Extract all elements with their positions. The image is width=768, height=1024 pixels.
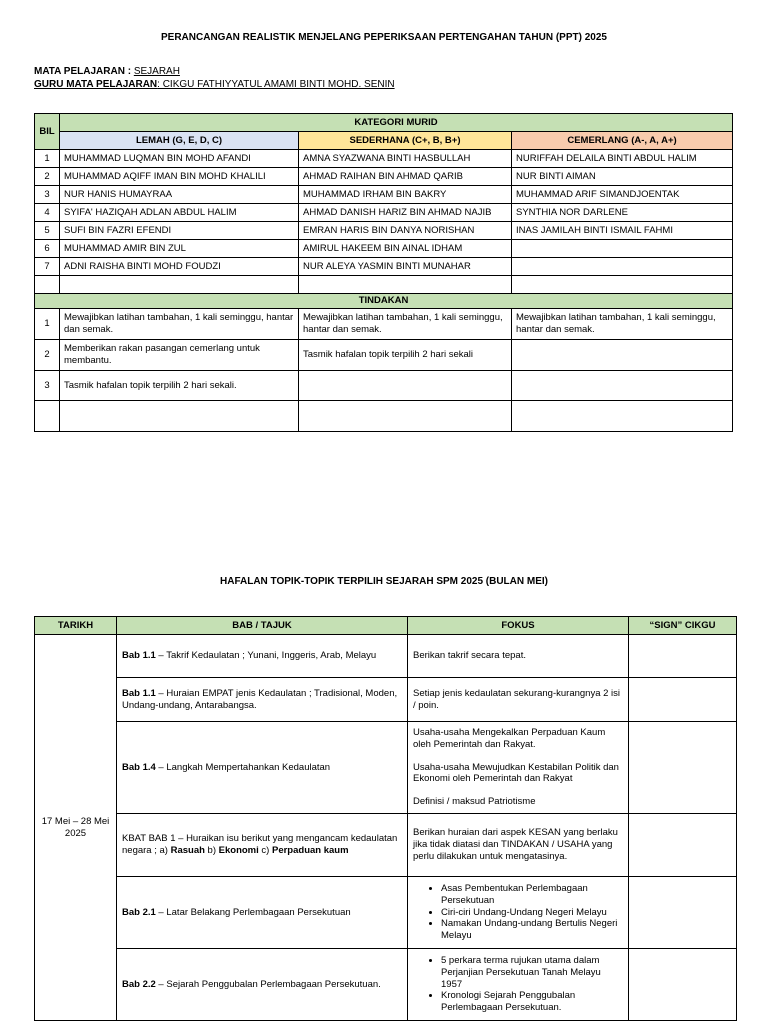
fokus-list [441,955,623,1014]
student-row [35,168,733,186]
sederhana-student: AMNA SYAZWANA BINTI HASBULLAH [299,150,512,168]
lemah-student: MUHAMMAD LUQMAN BIN MOHD AFANDI [60,150,299,168]
student-row [35,150,733,168]
row-number [35,276,60,294]
hafalan-row [35,635,737,678]
bab-cell [117,635,408,678]
kbat-sep: b) [204,845,219,856]
student-row [35,240,733,258]
sederhana-student: AHMAD DANISH HARIZ BIN AHMAD NAJIB [299,204,512,222]
fokus-text: Berikan huraian dari aspek KESAN yang berlaku jika tidak diatasi dan TINDAKAN / USAHA yang perlu dilakukan untuk mengatasinya. [413,827,618,862]
bab-title: – Huraian EMPAT jenis Kedaulatan ; Tradisional, Moden, Undang-undang, Antarabangsa. [122,687,398,711]
subject-value: SEJARAH [133,66,180,77]
sign-cell [629,877,737,949]
action-number: 3 [35,371,60,401]
bab-title: – Langkah Mempertahankan Kedaulatan [155,761,331,773]
row-number: 6 [35,240,60,258]
paragraph-gap [413,785,623,796]
bil-header: BIL [35,114,60,150]
tarikh-header: TARIKH [35,617,117,635]
fokus-item: • Ciri-ciri Undang-Undang Negeri Melayu [441,907,623,919]
tarikh-cell: 17 Mei – 28 Mei 2025 [35,635,117,1021]
tindakan-header-row [35,294,733,309]
cemerlang-action [512,401,733,432]
student-row [35,204,733,222]
action-row [35,340,733,371]
sign-cell [629,635,737,678]
cemerlang-student: INAS JAMILAH BINTI ISMAIL FAHMI [512,222,733,240]
fokus-list [441,883,623,942]
row-number: 3 [35,186,60,204]
kbat-sep: c) [258,845,272,856]
hafalan-row [35,877,737,949]
sign-header: “SIGN” CIKGU [629,617,737,635]
teacher-line [34,79,395,90]
action-number: 2 [35,340,60,371]
lemah-action [60,401,299,432]
fokus-item: • Asas Pembentukan Perlembagaan Persekutuan [441,883,623,907]
sederhana-action: Mewajibkan latihan tambahan, 1 kali seminggu, hantar dan semak. [299,309,512,340]
bab-title: – Sejarah Penggubalan Perlembagaan Persekutuan. [155,978,381,990]
cemerlang-student [512,258,733,276]
fokus-item: • Kronologi Sejarah Penggubalan Perlembagaan Persekutuan. [441,990,623,1014]
fokus-paragraph: Usaha-usaha Mengekalkan Perpaduan Kaum oleh Pemerintah dan Rakyat. [413,726,606,750]
fokus-text: Berikan takrif secara tepat. [413,650,526,662]
student-row [35,258,733,276]
bab-number: Bab 1.4 [122,761,156,773]
bab-cell [117,949,408,1021]
lemah-student: SYIFA' HAZIQAH ADLAN ABDUL HALIM [60,204,299,222]
row-number: 5 [35,222,60,240]
action-number [35,401,60,432]
cemerlang-action [512,340,733,371]
kbat-text: KBAT BAB 1 – Huraikan isu berikut yang mengancam kedaulatan negara ; a) [122,833,398,856]
sederhana-student: MUHAMMAD IRHAM BIN BAKRY [299,186,512,204]
hafalan-row [35,678,737,722]
bab-number: Bab 1.1 [122,687,156,699]
cemerlang-student: SYNTHIA NOR DARLENE [512,204,733,222]
sederhana-student: EMRAN HARIS BIN DANYA NORISHAN [299,222,512,240]
lemah-action: Tasmik hafalan topik terpilih 2 hari sekali. [60,371,299,401]
row-number: 4 [35,204,60,222]
bab-number: Bab 2.2 [122,978,156,990]
lemah-student: ADNI RAISHA BINTI MOHD FOUDZI [60,258,299,276]
cemerlang-student: NUR BINTI AIMAN [512,168,733,186]
sign-cell [629,722,737,814]
hafalan-title: HAFALAN TOPIK-TOPIK TERPILIH SEJARAH SPM 2025 (BULAN MEI) [220,576,548,587]
bab-cell [117,722,408,814]
sederhana-student: AMIRUL HAKEEM BIN AINAL IDHAM [299,240,512,258]
sederhana-action: Tasmik hafalan topik terpilih 2 hari sekali [299,340,512,371]
sederhana-action [299,371,512,401]
action-row [35,371,733,401]
sederhana-student: AHMAD RAIHAN BIN AHMAD QARIB [299,168,512,186]
cemerlang-action [512,371,733,401]
student-row [35,186,733,204]
sign-cell [629,949,737,1021]
cemerlang-student: NURIFFAH DELAILA BINTI ABDUL HALIM [512,150,733,168]
document-title: PERANCANGAN REALISTIK MENJELANG PEPERIKSAAN PERTENGAHAN TAHUN (PPT) 2025 [161,32,607,43]
tindakan-header: TINDAKAN [35,294,733,309]
kbat-item: Rasuah [170,845,205,856]
cemerlang-action: Mewajibkan latihan tambahan, 1 kali seminggu, hantar dan semak. [512,309,733,340]
subject-line [34,66,180,77]
bab-header: BAB / TAJUK [117,617,408,635]
row-number: 1 [35,150,60,168]
bab-title: – Latar Belakang Perlembagaan Persekutuan [155,906,351,918]
fokus-cell [408,814,629,877]
student-row [35,276,733,294]
action-number: 1 [35,309,60,340]
sederhana-action [299,401,512,432]
lemah-student: SUFI BIN FAZRI EFENDI [60,222,299,240]
row-number: 2 [35,168,60,186]
cemerlang-header: CEMERLANG (A-, A, A+) [512,132,733,150]
kbat-item: Perpaduan kaum [271,845,349,856]
row-number: 7 [35,258,60,276]
paragraph-gap [413,751,623,762]
sign-cell [629,814,737,877]
cemerlang-student [512,240,733,258]
hafalan-row [35,722,737,814]
sederhana-student: NUR ALEYA YASMIN BINTI MUNAHAR [299,258,512,276]
fokus-header: FOKUS [408,617,629,635]
lemah-student: MUHAMMAD AQIFF IMAN BIN MOHD KHALILI [60,168,299,186]
kbat-item: Ekonomi [218,845,259,856]
lemah-student: NUR HANIS HUMAYRAA [60,186,299,204]
fokus-cell [408,877,629,949]
lemah-student [60,276,299,294]
cemerlang-student: MUHAMMAD ARIF SIMANDJOENTAK [512,186,733,204]
fokus-cell [408,722,629,814]
fokus-paragraph: Usaha-usaha Mewujudkan Kestabilan Politik dan Ekonomi oleh Pemerintah dan Rakyat [413,761,619,785]
bab-cell [117,877,408,949]
bab-number: Bab 1.1 [122,650,156,662]
action-row [35,401,733,432]
hafalan-table [34,616,737,1021]
sederhana-student [299,276,512,294]
lemah-header: LEMAH (G, E, D, C) [60,132,299,150]
fokus-cell [408,949,629,1021]
student-row [35,222,733,240]
cemerlang-student [512,276,733,294]
bab-title: – Takrif Kedaulatan ; Yunani, Inggeris, Arab, Melayu [155,650,377,662]
lemah-action: Memberikan rakan pasangan cemerlang untuk membantu. [60,340,299,371]
bab-number: Bab 2.1 [122,906,156,918]
fokus-cell [408,635,629,678]
teacher-value: : CIKGU FATHIYYATUL AMAMI BINTI MOHD. SENIN [157,79,395,90]
lemah-student: MUHAMMAD AMIR BIN ZUL [60,240,299,258]
sign-cell [629,678,737,722]
fokus-paragraph: Definisi / maksud Patriotisme [413,796,536,808]
subject-label: MATA PELAJARAN : [34,66,132,77]
bab-cell [117,678,408,722]
lemah-action: Mewajibkan latihan tambahan, 1 kali seminggu, hantar dan semak. [60,309,299,340]
teacher-label: GURU MATA PELAJARAN [34,79,158,90]
bab-cell [117,814,408,877]
sederhana-header: SEDERHANA (C+, B, B+) [299,132,512,150]
fokus-item: • Namakan Undang-undang Bertulis Negeri Melayu [441,918,623,942]
action-row [35,309,733,340]
kategori-header: KATEGORI MURID [60,114,733,132]
hafalan-row [35,814,737,877]
fokus-cell [408,678,629,722]
student-category-table [34,113,733,432]
fokus-text: Setiap jenis kedaulatan sekurang-kurangnya 2 isi / poin. [413,687,621,711]
hafalan-row [35,949,737,1021]
fokus-item: • 5 perkara terma rujukan utama dalam Perjanjian Persekutuan Tanah Melayu 1957 [441,955,623,991]
